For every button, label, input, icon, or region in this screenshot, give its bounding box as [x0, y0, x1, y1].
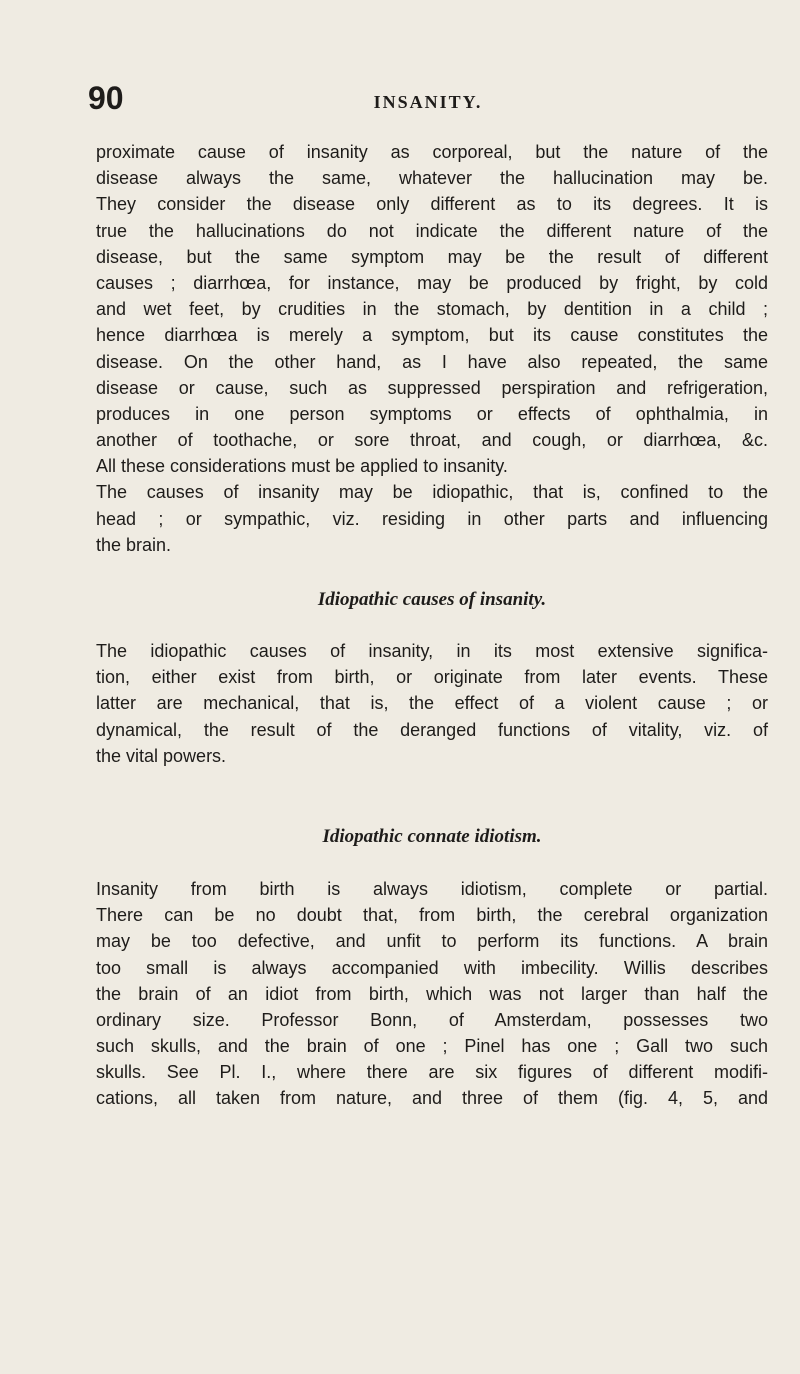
text-line: Insanity from birth is always idiotism, complete or partial.	[96, 878, 768, 899]
text-line: ordinary size. Professor Bonn, of Amsterdam, possesses two	[96, 1009, 768, 1030]
page-number: 90	[88, 80, 124, 116]
text-line: All these considerations must be applied to insanity.	[96, 456, 508, 477]
paragraph	[96, 139, 768, 479]
text-line: disease, but the same symptom may be the result of different	[96, 246, 768, 267]
text-line: hence diarrhœa is merely a symptom, but its cause constitutes the	[96, 325, 768, 346]
text-line: the brain of an idiot from birth, which was not larger than half the	[96, 983, 768, 1004]
text-line: the vital powers.	[96, 745, 227, 766]
text-line: The causes of insanity may be idiopathic, that is, confined to the	[96, 482, 768, 503]
text-line: such skulls, and the brain of one ; Pinel has one ; Gall two such	[96, 1036, 768, 1057]
paragraph	[96, 479, 768, 558]
text-line: true the hallucinations do not indicate the different nature of the	[96, 220, 768, 241]
text-line: There can be no doubt that, from birth, the cerebral organization	[96, 905, 768, 926]
text-line: the brain.	[96, 534, 172, 555]
text-line: may be too defective, and unfit to perform its functions. A brain	[96, 931, 768, 952]
running-title: INSANITY.	[373, 92, 483, 112]
text-line: proximate cause of insanity as corporeal, but the nature of the	[96, 142, 768, 162]
section-heading: Idiopathic connate idiotism.	[322, 825, 542, 847]
running-head	[88, 80, 768, 120]
text-line: another of toothache, or sore throat, and cough, or diarrhœa, &c.	[96, 430, 768, 451]
paragraph	[96, 876, 768, 1112]
text-line: The idiopathic causes of insanity, in its most extensive significa-	[96, 641, 768, 661]
text-line: tion, either exist from birth, or originate from later events. These	[96, 667, 768, 688]
text-line: latter are mechanical, that is, the effect of a violent cause ; or	[96, 693, 768, 714]
section-heading: Idiopathic causes of insanity.	[317, 589, 547, 610]
text-line: cations, all taken from nature, and three of them (fig. 4, 5, and	[96, 1088, 768, 1109]
text-line: disease or cause, such as suppressed perspiration and refrigeration,	[96, 377, 768, 398]
paragraph	[96, 638, 768, 769]
text-line: and wet feet, by crudities in the stomach, by dentition in a child ;	[96, 299, 768, 320]
text-line: They consider the disease only different as to its degrees. It is	[96, 194, 768, 215]
text-line: head ; or sympathic, viz. residing in other parts and influencing	[96, 508, 768, 529]
text-line: produces in one person symptoms or effects of ophthalmia, in	[96, 403, 768, 424]
text-line: disease always the same, whatever the hallucination may be.	[96, 168, 768, 189]
text-line: too small is always accompanied with imbecility. Willis describes	[96, 957, 768, 978]
text-line: dynamical, the result of the deranged functions of vitality, viz. of	[96, 719, 768, 740]
text-line: skulls. See Pl. I., where there are six figures of different modifi-	[96, 1062, 768, 1083]
body-text	[96, 139, 768, 1112]
text-line: causes ; diarrhœa, for instance, may be produced by fright, by cold	[96, 272, 768, 293]
text-line: disease. On the other hand, as I have also repeated, the same	[96, 351, 768, 372]
